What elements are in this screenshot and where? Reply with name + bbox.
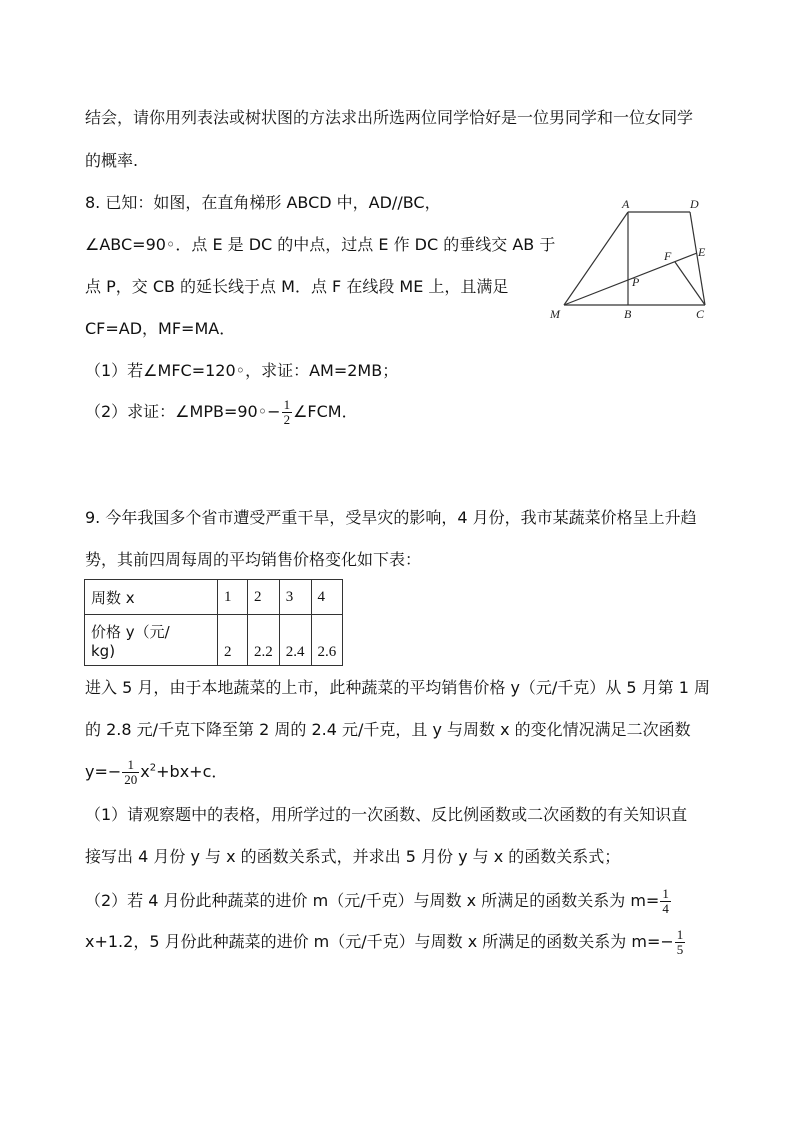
formula-prefix: y=−	[85, 762, 122, 781]
fraction-denominator: 2	[283, 412, 291, 427]
label-a: A	[622, 197, 630, 211]
table-row-prices	[85, 615, 343, 666]
label-c: C	[696, 307, 705, 321]
table-cell-price: 2.2	[248, 615, 280, 666]
fraction-numerator: 1	[676, 927, 684, 942]
table-header-price-line-1: 价格 y（元/	[91, 622, 170, 641]
q8-part-2	[85, 398, 358, 427]
line-fc	[675, 262, 705, 305]
formula-fraction	[122, 758, 139, 787]
q8-text-line-2: ∠ABC=90◦．点 E 是 DC 的中点，过点 E 作 DC 的垂线交 AB 于	[85, 235, 556, 254]
q9-part-2-fraction-a	[660, 887, 671, 916]
q9-text-line-3: 进入 5 月，由于本地蔬菜的上市，此种蔬菜的平均销售价格 y（元/千克）从 5 月第 1 周	[85, 678, 711, 697]
fraction-numerator: 1	[122, 758, 139, 773]
label-e: E	[698, 245, 706, 259]
q9-part-2-line-1	[85, 887, 672, 916]
table-header-price-line-2: kg)	[91, 641, 116, 660]
q8-text-line-4: CF=AD，MF=MA．	[85, 319, 236, 338]
q7-text-line-1: 结会，请你用列表法或树状图的方法求出所选两位同学恰好是一位男同学和一位女同学	[85, 108, 694, 127]
q8-part-1: （1）若∠MFC=120◦，求证：AM=2MB；	[85, 361, 399, 380]
table-cell-price: 2.4	[279, 615, 311, 666]
table-row-weeks	[85, 580, 343, 615]
q8-text-line-1: 8. 已知：如图，在直角梯形 ABCD 中，AD//BC，	[85, 193, 441, 212]
table-cell-week: 1	[218, 580, 248, 615]
formula-variable: x	[140, 762, 150, 781]
label-b: B	[624, 307, 632, 321]
q9-part-1-line-2: 接写出 4 月份 y 与 x 的函数关系式，并求出 5 月份 y 与 x 的函数关系式；	[85, 847, 621, 866]
label-p: P	[632, 275, 640, 289]
table-header-price	[85, 615, 218, 666]
q8-text-line-3: 点 P，交 CB 的延长线于点 M．点 F 在线段 ME 上，且满足	[85, 277, 509, 296]
line-me	[564, 253, 697, 305]
label-m: M	[550, 307, 560, 321]
q8-part-2-fraction	[282, 398, 293, 427]
table-cell-week: 2	[248, 580, 280, 615]
table-cell-price: 2	[218, 615, 248, 666]
q9-text-line-2: 势，其前四周每周的平均销售价格变化如下表：	[85, 550, 422, 569]
table-cell-price: 2.6	[311, 615, 343, 666]
q9-formula	[85, 758, 227, 787]
q8-part-2-suffix: ∠FCM．	[293, 402, 358, 421]
q9-part-2-fraction-b	[675, 928, 686, 957]
q8-part-2-prefix: （2）求证：∠MPB=90◦−	[85, 402, 281, 421]
fraction-denominator: 5	[676, 942, 684, 957]
trapezoid-figure	[540, 190, 730, 325]
table-header-weeks: 周数 x	[85, 580, 218, 615]
table-cell-week: 4	[311, 580, 343, 615]
q9-part-2-text-b: x+1.2，5 月份此种蔬菜的进价 m（元/千克）与周数 x 所满足的函数关系为 m=−	[85, 932, 674, 951]
q9-part-2-text-a: （2）若 4 月份此种蔬菜的进价 m（元/千克）与周数 x 所满足的函数关系为 m=	[85, 891, 660, 910]
fraction-denominator: 4	[662, 901, 669, 916]
price-table	[84, 579, 343, 666]
q7-text-line-2: 的概率.	[85, 151, 139, 170]
label-d: D	[690, 197, 699, 211]
fraction-numerator: 1	[662, 886, 669, 901]
formula-suffix: +bx+c．	[156, 762, 228, 781]
line-ma	[564, 212, 628, 305]
formula-exponent: 2	[149, 762, 157, 774]
fraction-numerator: 1	[283, 397, 291, 412]
q9-text-line-4: 的 2.8 元/千克下降至第 2 周的 2.4 元/千克，且 y 与周数 x 的变化情况满足二次函数	[85, 720, 691, 739]
fraction-denominator: 20	[124, 772, 138, 787]
q9-part-2-line-2	[85, 928, 686, 957]
table-cell-week: 3	[279, 580, 311, 615]
q9-part-1-line-1: （1）请观察题中的表格，用所学过的一次函数、反比例函数或二次函数的有关知识直	[85, 805, 688, 824]
label-f: F	[664, 249, 672, 263]
q9-text-line-1: 9. 今年我国多个省市遭受严重干旱，受旱灾的影响，4 月份，我市某蔬菜价格呈上升趋	[85, 508, 697, 527]
